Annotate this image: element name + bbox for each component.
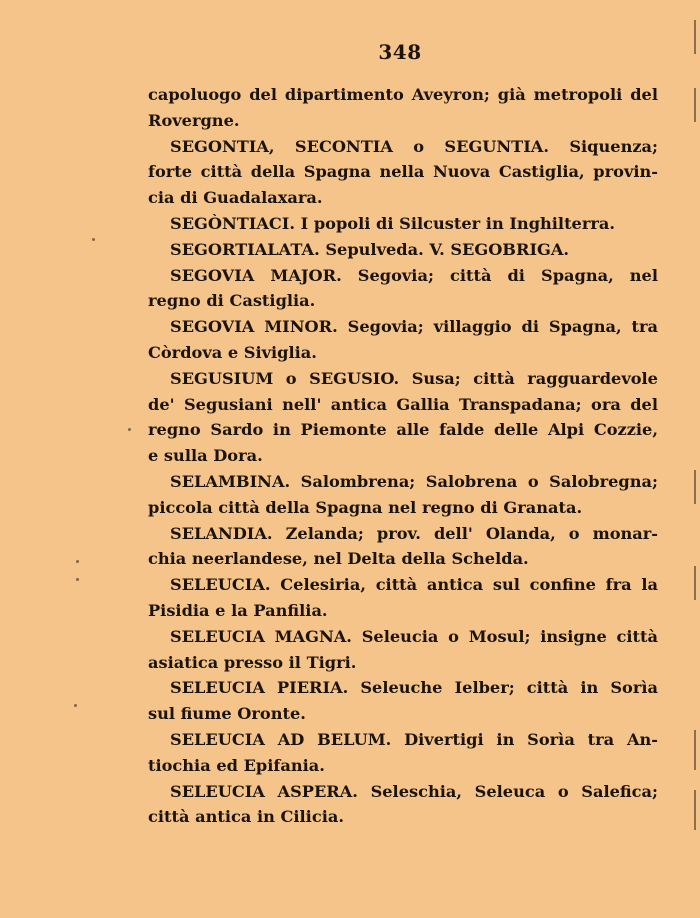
dictionary-entry [148,366,658,469]
entry-text-line: SELEUCIA. Celesiria, città antica sul confine fra la [170,575,658,595]
entry-text-line: Rovergne. [148,110,240,130]
entry-text-line: de' Segusiani nell' antica Gallia Transpadana; ora del [148,394,658,414]
entry-text-line: sul fiume Oronte. [148,704,306,724]
dictionary-entry [148,572,658,624]
entry-text-line: asiatica presso il Tigri. [148,652,357,672]
entry-text-line: Pisidia e la Panfilia. [148,600,328,620]
entry-text-line: capoluogo del dipartimento Aveyron; già metropoli del [148,85,658,104]
entry-text-line: regno di Castiglia. [148,291,316,311]
scan-edge-mark [694,20,696,54]
dictionary-entry [148,237,658,263]
entry-text-line: SELANDIA. Zelanda; prov. dell' Olanda, o monar- [170,523,658,543]
scan-edge-mark [694,566,696,600]
entry-text-line: regno Sardo in Piemonte alle falde delle Alpi Cozzie, [148,420,658,440]
dictionary-entry [148,521,658,573]
entry-text-line: chia neerlandese, nel Delta della Schelda. [148,549,529,569]
entry-text-line: cia di Guadalaxara. [148,188,323,208]
entry-text-line: SEGÒNTIACI. I popoli di Silcuster in Inghilterra. [170,213,616,233]
entry-text-line: SELAMBINA. Salombrena; Salobrena o Salobregna; [170,471,658,491]
page-number: 348 [378,40,422,64]
dictionary-entry [148,211,658,237]
scan-speck [76,560,79,563]
scan-speck [128,428,131,431]
dictionary-entry [148,314,658,366]
entry-text-line: e sulla Dora. [148,446,263,466]
scan-speck [92,238,95,241]
entry-text-line: SEGOVIA MAJOR. Segovia; città di Spagna, nel [170,265,658,285]
dictionary-entry [148,675,658,727]
scan-edge-mark [694,790,696,830]
scan-edge-mark [694,88,696,122]
entry-text-line: Còrdova e Siviglia. [148,342,317,362]
dictionary-entry [148,779,658,831]
entry-text-line: tiochia ed Epifania. [148,755,325,775]
entry-text-line: SELEUCIA ASPERA. Seleschia, Seleuca o Salefica; [170,781,658,801]
entry-text-line: piccola città della Spagna nel regno di Granata. [148,497,583,517]
entry-text-line: SEGOVIA MINOR. Segovia; villaggio di Spagna, tra [170,317,658,337]
dictionary-entry [148,469,658,521]
scan-speck [74,704,77,707]
entry-text-line: città antica in Cilicia. [148,807,344,827]
dictionary-entry [148,82,658,134]
entry-text-line: SELEUCIA AD BELUM. Divertigi in Sorìa tra An- [170,729,658,749]
scan-speck [76,578,79,581]
entry-text-line: SEGORTIALATA. Sepulveda. V. SEGOBRIGA. [170,239,570,259]
scan-edge-mark [694,470,696,504]
entry-text-line: SELEUCIA MAGNA. Seleucia o Mosul; insigne città [170,626,658,646]
dictionary-text [148,82,658,830]
dictionary-entry [148,134,658,211]
dictionary-entry [148,624,658,676]
entry-text-line: SELEUCIA PIERIA. Seleuche Ielber; città in Sorìa [170,678,658,698]
dictionary-entry [148,727,658,779]
scan-edge-mark [694,730,696,770]
dictionary-entry [148,263,658,315]
entry-text-line: SEGONTIA, SECONTIA o SEGUNTIA. Siquenza; [170,136,658,156]
entry-text-line: forte città della Spagna nella Nuova Castiglia, provin- [148,162,658,182]
entry-text-line: SEGUSIUM o SEGUSIO. Susa; città ragguardevole [170,368,658,388]
